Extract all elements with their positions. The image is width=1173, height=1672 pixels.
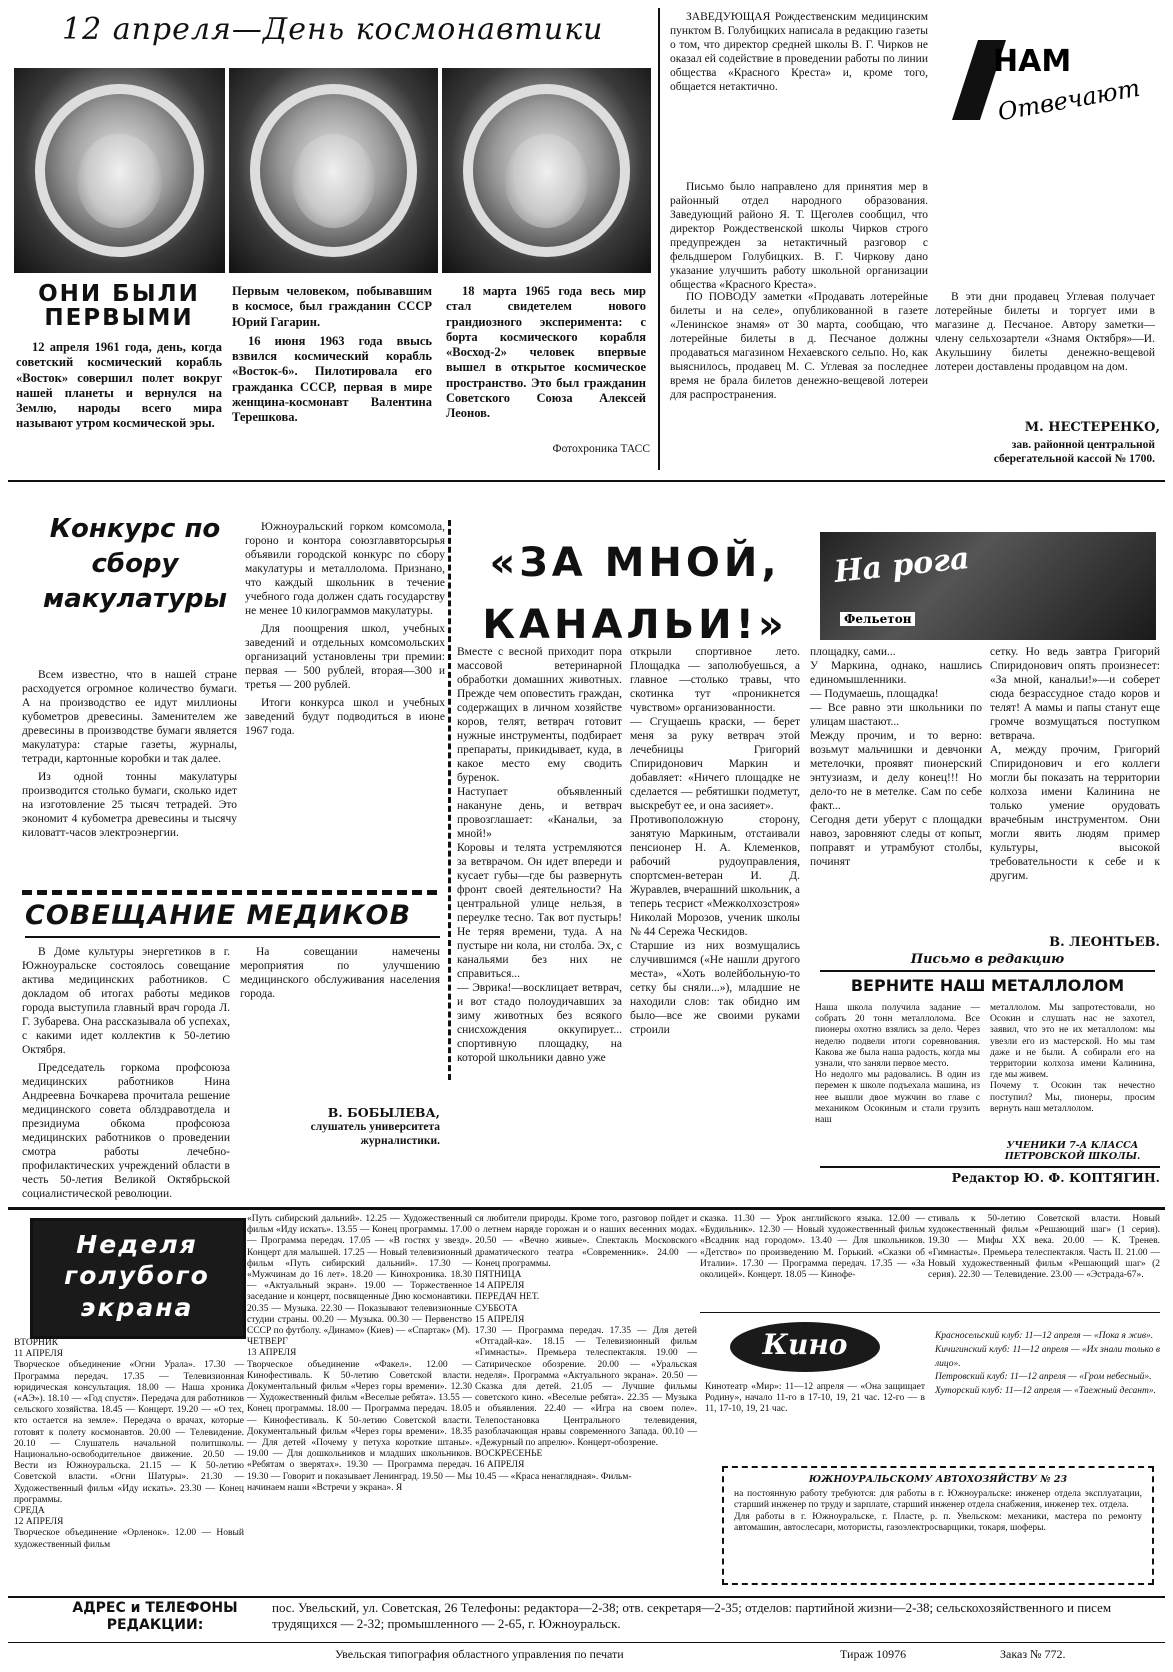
ad-box	[722, 1466, 1154, 1585]
letter-signature: УЧЕНИКИ 7-А КЛАССА ПЕТРОВСКОЙ ШКОЛЫ.	[1004, 1140, 1141, 1163]
cosmos-col1: 12 апреля 1961 года, день, когда советский космический корабль «Восток» совершил полет вокруг нашей планеты и вернулся на Землю, народы всего мира называют утром космической эры.	[16, 340, 222, 431]
feuilleton-col1: Вместе с весной приходит пора массовой ветеринарной обработки домашних животных. Прежде чем оповестить граждан, содержащих в личном хозяйстве коров, телят, ветврач готовит нужные инструменты, подбирает препараты, прикидывает, куда, в какое место ему сводить буренок. Наступает объявленный накануне день, и ветврач провозглашает: «Канальи, за мной!» Коровы и телята устремляются за ветврачом. Он идет впереди и кусает губы—где бы развернуть фронт своей деятельности? На центральной улице нельзя, в переулке тесно. Так вот пустырь! Не теряя времени, туда. А на пустыре ни кола, ни столба. Эх, с канальями без них не справиться... — Эврика!—восклицает ветврач, и вот стадо полоудичавших за зиму животных без всякого снисхождения оккупирует... спортивную площадку, на которой школьники давно уже	[457, 646, 622, 1065]
footer-printer: Увельская типография областного управления по печати	[335, 1647, 624, 1661]
feuilleton-col2: открыли спортивное лето. Площадка — заполюбуешься, а главное —столько травы, что скотинка тут «проникнется чувством» организованности. — Сгущаешь краски, — берет меня за руку ветврач этой лечебницы Григорий Спиридонович Маркин и добавляет: «Ничего площадке не сделается — ребятишки подметут, выскребут ее, и она засияет». Противоположную сторону, занятую Маркиным, отстаивали пенсионер Н. А. Клеменков, рабочий рудоуправления, спортсмен-ветеран И. Д. Журавлев, вчерашний школьник, а теперь тесрист «Межколхозстроя» Николай Морозов, ученик школы № 44 Сережа Ческидов. Старшие из них возмущались случившимся («Не нашли другого места», «Хоть волейбольную-то сетку бы сняли...»), младшие не находили слов: так обидно им было—все же своими руками строили	[630, 646, 800, 1037]
feuilleton-label: Фельетон	[840, 612, 915, 626]
letter-rubric: Письмо в редакцию	[910, 952, 1065, 967]
editor-credit: Редактор Ю. Ф. КОПТЯГИН.	[951, 1170, 1160, 1185]
answers-logo	[955, 30, 1143, 140]
answers-signature: М. НЕСТЕРЕНКО,	[1024, 420, 1160, 435]
medics-title-underline	[25, 936, 440, 938]
photo-gagarin	[14, 68, 225, 273]
kino-logo-text: Кино	[762, 1328, 848, 1361]
feuilleton-rubric: На рога	[832, 541, 971, 590]
answers-logo-bottom: Отвечают	[995, 73, 1143, 127]
cosmos-col3: 18 марта 1965 года весь мир стал свидетелем нового грандиозного эксперимента: с борта космического корабля «Восход-2» человек впервые вышел в открытое космическое пространство. Это был гражданин Советского Союза Алексей Леонов.	[446, 284, 646, 420]
ad-title: ЮЖНОУРАЛЬСКОМУ АВТОХОЗЯЙСТВУ № 23	[808, 1474, 1068, 1485]
paper-contest-divider	[22, 890, 437, 895]
footer-top-rule	[8, 1596, 1165, 1598]
tv-col5: стиваль к 50-летию Советской власти. Новый художественный фильм «Решающий шаг» (1 серия). 19.30 — Мифы XX века. 20.00 — К. Тренев. «Гимнасты». Премьера телеспектакля. Часть II. 21.00 — Новый художественный фильм «Решающий шаг» (2 серия). 22.30 — Телевидение. 23.00 — «Эстрада-67».	[928, 1214, 1160, 1281]
paper-contest-col2: Южноуральский горком комсомола, гороно и контора союзглаввторсырья объявили городской конкурс по сбору макулатуры и металлолома. Признано, что каждый школьник в течение учебного года должен сдать государству не менее 10 килограммов макулатуры. Для поощрения школ, учебных заведений и отдельных комсомольских организаций установлены три премии: первая — 500 рублей, вторая—300 и третья — 200 рублей. Итоги конкурса школ и учебных заведений будут подводиться в июне 1967 года.	[245, 521, 445, 738]
feuilleton-col3: площадку, сами... У Маркина, однако, нашлись единомышленники. — Подумаешь, площадка! — Все равно эти школьники по улицам шастают... Между прочим, и то верно: возьмут мальчишки и девчонки метелочки, проявят пионерский энтузиазм, и делу конец!!! Но дело-то не в метелке. Сам по себе факт... Сегодня дети уберут с площадки навоз, заровняют следы от копыт, поправят и утрамбуют столбы, починят	[810, 646, 982, 869]
cosmos-headline: ОНИ БЫЛИ ПЕРВЫМИ	[38, 281, 200, 332]
top-bottom-divider	[8, 480, 1165, 482]
ad-text: на постоянную работу требуются: для работы в г. Южноуральске: инженер отдела эксплуатации, старший инженер по труду и зарплате, старший инженер отдела снабжения, инженер тех. отдела. Для работы в г. Южноуральске, г. Пласте, р. п. Увельском: механики, мастера по ремонту автомашин, автослесари, мотористы, газоэлектросварщики, токаря, шоферы.	[734, 1489, 1142, 1533]
photo-credit: Фотохроника ТАСС	[552, 443, 650, 455]
medics-title: СОВЕЩАНИЕ МЕДИКОВ	[25, 900, 412, 931]
footer-order: Заказ № 772.	[1000, 1647, 1066, 1661]
footer-address-label: АДРЕС и ТЕЛЕФОНЫ РЕДАКЦИИ:	[72, 1600, 238, 1633]
letter-rubric-rule	[820, 970, 1155, 972]
kino-clubs: Красносельский клуб: 11—12 апреля — «Пока я жив». Кичигинский клуб: 11—12 апреля — «Их знали только в лицо». Петровский клуб: 11—12 апреля — «Гром небесный». Хуторский клуб: 11—12 апреля — «Таежный десант».	[935, 1331, 1160, 1397]
top-divider	[658, 8, 660, 470]
answers-text-b: Письмо было направлено для принятия мер в районный отдел народного образования. Заведующий районо Я. Т. Щеголев сообщил, что директор Рождественской школы Чирков строго предупрежден за нетактичный разговор с фельдшером Голубицких. В. Г. Чиркову дано указание улучшить работу школьной организации общества «Красного Креста».	[670, 181, 928, 292]
photo-tereshkova	[229, 68, 438, 273]
tv-col3: ся любители природы. Кроме того, разговор пойдет и о летнем наряде горожан и о наших весенних модах. 20.50 — «Вечно живые». Спектакль Московского драматического театра «Современник». 24.00 — Конец программы. ПЯТНИЦА 14 АПРЕЛЯ ПЕРЕДАЧ НЕТ. СУББОТА 15 АПРЕЛЯ 17.30 — Программа передач. 17.35 — Для детей «Отгадай-ка». 18.15 — Телевизионный фильм «Гимнасты». Премьера телеспектакля. 19.00 — Сатирическое обозрение. 20.00 — «Уральская неделя». Программа «Актуального экрана». 20.50 — Сказка для детей. 21.05 — Лучшие фильмы советского кино. «Веселые ребята». 22.35 — Музыка и объявления. 22.40 — «Игра на своем поле». Телепостановка Центрального телевидения, разоблачающая нравы современного Запада. 00.10 — «Дежурный по апрелю». Концерт-обозрение. ВОСКРЕСЕНЬЕ 16 АПРЕЛЯ 10.45 — «Краса ненаглядная». Фильм-	[475, 1214, 697, 1482]
kino-top-rule	[700, 1312, 1160, 1313]
kino-text: Кинотеатр «Мир»: 11—12 апреля — «Она защищает Родину», начало 11-го в 17-10, 19, 21 час. 12-го — в 11, 17-10, 19, 21 час.	[705, 1382, 925, 1415]
photo-leonov	[442, 68, 651, 273]
feuilleton-signature: В. ЛЕОНТЬЕВ.	[1049, 935, 1160, 950]
feuilleton-col4: сетку. Но ведь завтра Григорий Спиридонович опять произнесет: «За мной, канальи!»—и соберет сюда безрассудное стадо коров и телят! А мамы и папы станут еще громче возмущаться поступком ветврача. А, между прочим, Григорий Спиридонович и его коллеги могли бы показать на территории колхоза имени Калинина не только умение орудовать врачебным инструментом. Они могли явить людям пример культуры, высокой требовательности к себе и к другим.	[990, 646, 1160, 883]
letter-col2: металлолом. Мы запротестовали, но Осокин и слушать нас не захотел, заявил, что это не их металлолом: мы увезли его из мастерской. Но мы там даже и не были. А собирали его на территории колхоза имени Калинина, где мы живем. Почему т. Осокин так нечестно поступил? Мы, пионеры, просим вернуть наш металлолом.	[990, 1003, 1155, 1114]
medics-signature-role: слушатель университета журналистики.	[310, 1121, 440, 1148]
tv-col2: «Путь сибирский дальний». 12.25 — Художественный фильм «Иду искать». 13.55 — Конец программы. 17.00 — Программа передач. 17.05 — «В гостях у звезд». Концерт для малышей. 17.25 — Новый телевизионный фильм «Путь сибирский дальний». 17.30 — «Мужчинам до 16 лет». 18.20 — Кинохроника. 18.30 — «Актуальный экран». 19.00 — Торжественное заседание и концерт, посвященные Дню космонавтики. 20.35 — Музыка. 22.30 — Показывают телевизионные студии страны. 00.20 — Музыка. 00.30 — Первенство СССР по футболу. «Динамо» (Киев) — «Спартак» (М). ЧЕТВЕРГ 13 АПРЕЛЯ Творческое объединение «Факел». 12.00 — Кинофестиваль. К 50-летию Советской власти. Документальный фильм «Через горы времени». 12.30 — Художественный фильм «Веселые ребята». 13.55 — Конец программы. 18.00 — Программа передач. 18.05 — Кинофестиваль. К 50-летию Советской власти. Документальный фильм «Через горы времени». 18.35 — Для детей «Почему у петуха короткие штаны». 19.00 — Для дошкольников и младших школьников. «Ребятам о зверятах». 19.30 — Программа передач. 19.30 — Говорит и показывает Ленинград. 19.50 — Мы начинаем наши «Встречи у экрана». Я	[247, 1214, 472, 1493]
medics-signature: В. БОБЫЛЕВА,	[327, 1105, 440, 1120]
holiday-title: 12 апреля—День космонавтики	[62, 12, 604, 47]
medics-col2: На совещании намечены мероприятия по улучшению медицинского обслуживания населения города.	[240, 946, 440, 1001]
editor-rule	[820, 1166, 1160, 1168]
paper-contest-title: Конкурс по сбору макулатуры	[42, 514, 228, 615]
cosmos-col2: Первым человеком, побывавшим в космосе, был гражданин СССР Юрий Гагарин. 16 июня 1963 года ввысь взвился космический корабль «Восток-6». Пилотировала его гражданка СССР, первая в мире женщина-космонавт Валентина Терешкова.	[232, 284, 432, 424]
footer-address: пос. Увельский, ул. Советская, 26 Телефоны: редактора—2-38; отв. секретаря—2-35; отделов: партийной жизни—2-38; сельскохозяйственного и писем трудящихся — 2-32; промышленного — 2-65, г. Южноуральск.	[272, 1600, 1112, 1631]
answers-signature-role: зав. районной центральной сберегательной кассой № 1700.	[993, 439, 1155, 466]
feuilleton-rubric-logo	[820, 532, 1156, 640]
tv-col4: сказка. 11.30 — Урок английского языка. 12.00 — «Будильник». 12.30 — Новый художественный фильм «Всадник над городом». 13.40 — Для школьников. «Детство» по произведению М. Горький. «Сказки об Италии». 17.30 — Программа передач. 17.35 — «За околицей». Концерт. 18.05 — Кинофе-	[700, 1214, 925, 1281]
kino-logo	[730, 1322, 880, 1372]
medics-col1: В Доме культуры энергетиков в г. Южноуральске состоялось совещание актива медицинских работников. С докладом об итогах работы медиков города выступила главный врач города Л. Г. Зубарева. Она рассказывала об успехах, с какими идет коллектив к 50-летию Октября. Председатель горкома профсоюза медицинских работников Нина Андреевна Бочкарева прочитала решение медицинского совета облздравотдела и президиума обкома профсоюза медицинских работников о проведении смотра работы лечебно-профилактических учреждений области в честь 50-летия Великой Октябрьской социалистической революции.	[22, 946, 230, 1201]
letter-title: ВЕРНИТЕ НАШ МЕТАЛЛОЛОМ	[850, 976, 1125, 995]
tv-logo	[30, 1218, 246, 1339]
answers-text-a: ЗАВЕДУЮЩАЯ Рождественским медицинским пунктом В. Голубицких написала в редакцию газеты о том, что директор средней школы В. Г. Чирков не оказал ей содействие в проведении работы по линии общества «Красного Креста» и, кроме того, общается нетактично.	[670, 11, 928, 94]
feuilleton-title: «ЗА МНОЙ, КАНАЛЬИ!»	[482, 540, 788, 648]
letter-col1: Наша школа получила задание — собрать 20 тонн металлолома. Все пионеры охотно взялись за дело. Через неделю подвели итоги соревнования. Какова же была наша радость, когда мы узнали, что заняли первое место. Но недолго мы радовались. В один из перемен к школе подъехала машина, из нее вышли двое мужчин во главе с механиком Осокиным и стали грузить наш	[815, 1003, 980, 1126]
footer-circulation: Тираж 10976	[840, 1647, 907, 1661]
tv-col1: ВТОРНИК 11 АПРЕЛЯ Творческое объединение «Огни Урала». 17.30 — Программа передач. 17.35 — Телевизионная юридическая консультация. 18.00 — Наша хроника («АЭ»). 18.10 — «Год спустя». Передача для работников сельского хозяйства. 18.45 — Концерт. 19.20 — «О тех, кто остается на земле». Передача о врачах, которые готовят к полету космонавтов. 20.00 — Телевидение. 20.10 — Слушатель начальной политшколы. Национально-освободительное движение. 20.50 — Вести из Южноуральска. 21.15 — К 50-летию Советской власти. «Огни Шатуры». 21.30 — Художественный фильм «Иду искать». 23.30 — Конец программы. СРЕДА 12 АПРЕЛЯ Творческое объединение «Орленок». 12.00 — Новый художественный фильм	[14, 1338, 244, 1550]
answers-logo-top: НАМ	[993, 44, 1072, 79]
paper-contest-col1: Всем известно, что в нашей стране расходуется огромное количество бумаги. А на производство ее идут миллионы кубометров древесины. Заменителем же древесины в производстве бумаги является макулатура: старые газеты, журналы, тетради, картонные коробки и так далее. Из одной тонны макулатуры производится столько бумаги, сколько идет на изготовление 25 тысяч тетрадей. Это экономит 4 кубометра древесины и тысячу киловатт-часов электроэнергии.	[22, 669, 237, 840]
tv-logo-text: Неделя голубого экрана	[64, 1230, 210, 1322]
footer-bottom-rule	[8, 1642, 1165, 1643]
tv-top-divider	[8, 1207, 1165, 1210]
answers-text-d: В эти дни продавец Углевая получает лотерейные билеты и торгует ими в магазине д. Песчаное. Автору заметки—члену сельхозартели «Знамя Октября»—И. Акульшину билеты денежно-вещевой лотереи доставлены продавцом на дом.	[935, 291, 1155, 374]
left-column-divider	[448, 520, 451, 1080]
answers-text-c: ПО ПОВОДУ заметки «Продавать лотерейные билеты и на селе», опубликованной в газете «Ленинское знамя» от 30 марта, сообщаю, что лотерейные билеты в д. Песчаное должны продаваться магазином Нехаевского сельпо. Но, как выяснилось, продавец М. С. Углевая за последнее время не брала билетов денежно-вещевой лотереи для распространения.	[670, 291, 928, 402]
